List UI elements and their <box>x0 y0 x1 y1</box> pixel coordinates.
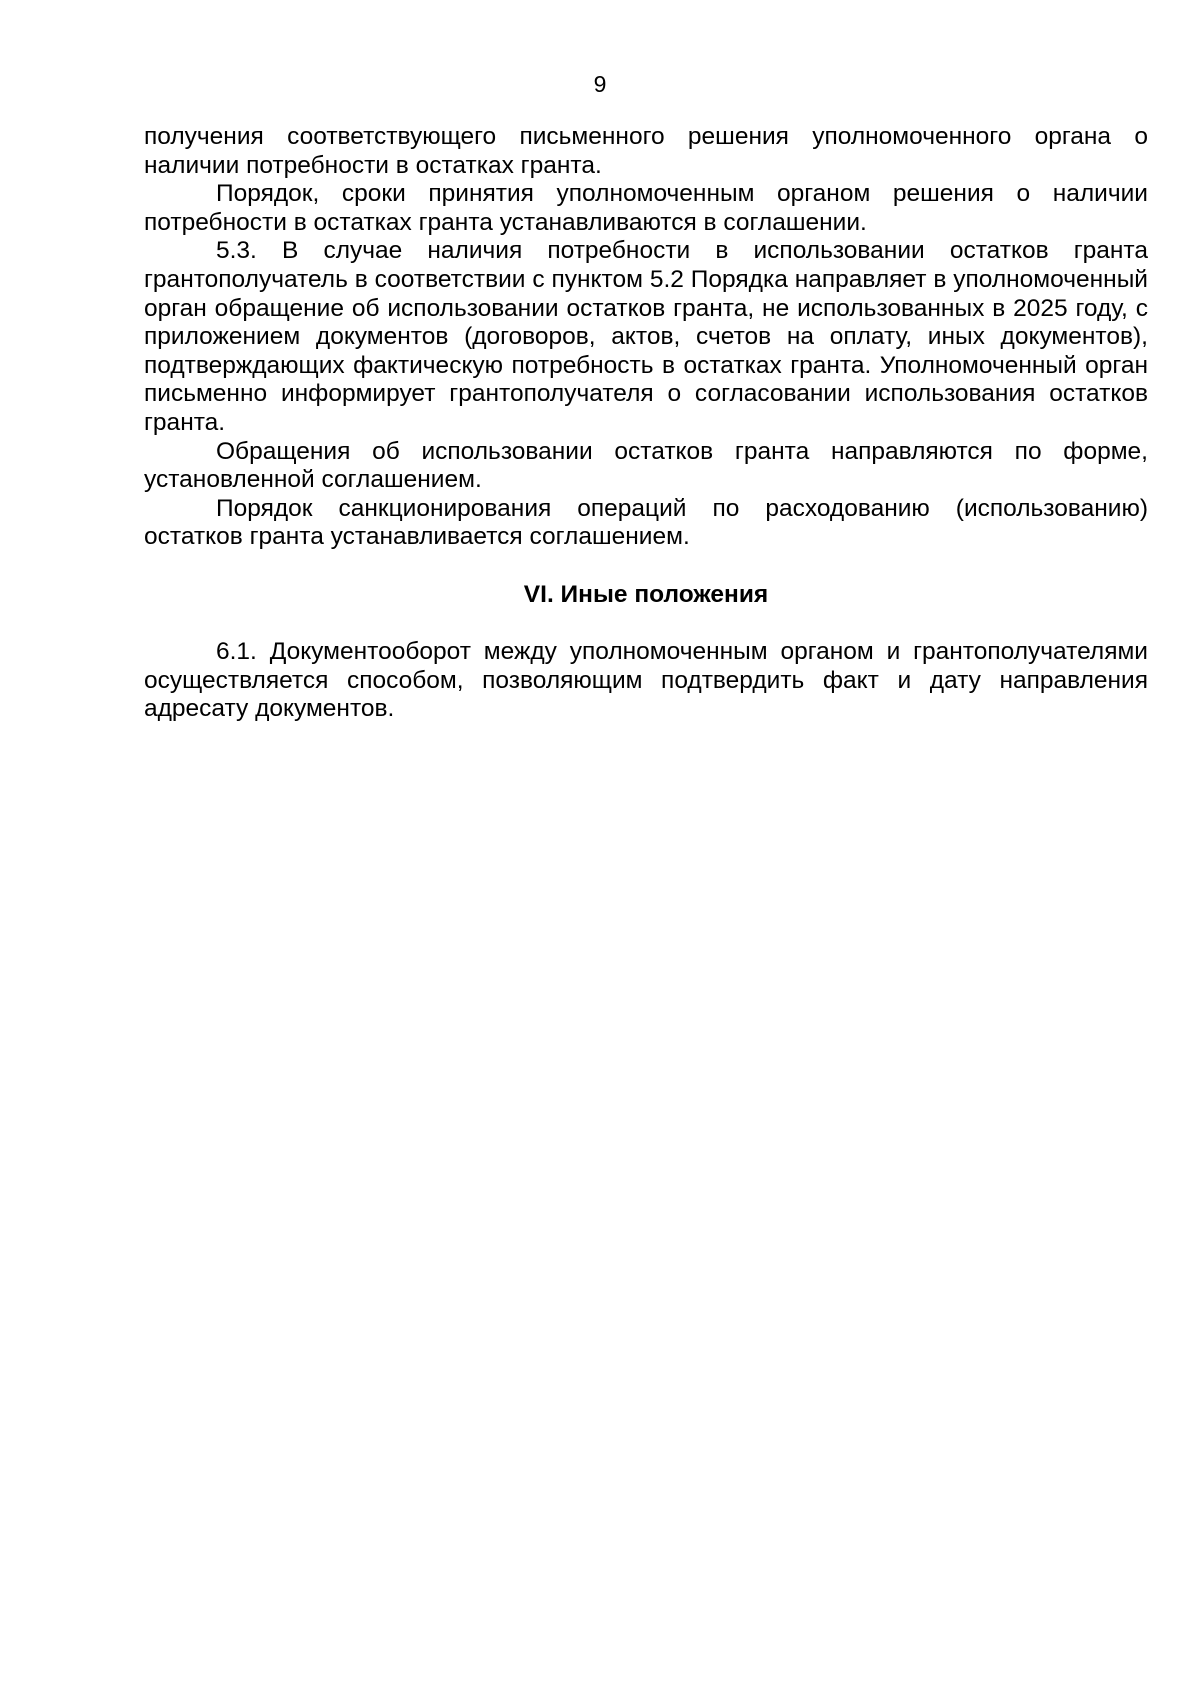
paragraph-5-3: 5.3. В случае наличия потребности в использовании остатков гранта грантополучатель в соответствии с пунктом 5.2 Порядка направляет в уполномоченный орган обращение об использовании остатков гранта, не использованных в 2025 году, с приложением документов (договоров, актов, счетов на оплату, иных документов), подтверждающих фактическую потребность в остатках гранта. Уполномоченный орган письменно информирует грантополучателя о согласовании использования остатков гранта. <box>144 237 1148 436</box>
paragraph-sanctioning: Порядок санкционирования операций по расходованию (использованию) остатков гранта устанавливается соглашением. <box>144 494 1148 551</box>
paragraph-continuation: получения соответствующего письменного решения уполномоченного органа о наличии потребности в остатках гранта. <box>144 123 1148 179</box>
paragraph-decision-procedure: Порядок, сроки принятия уполномоченным органом решения о наличии потребности в остатках гранта устанавливаются в соглашении. <box>144 180 1148 236</box>
document-body <box>144 123 1148 724</box>
paragraph-6-1: 6.1. Документооборот между уполномоченным органом и грантополучателями осуществляется способом, позволяющим подтвердить факт и дату направления адресату документов. <box>144 637 1148 723</box>
page-number: 9 <box>593 71 607 97</box>
paragraph-appeal-form: Обращения об использовании остатков гранта направляются по форме, установленной соглашением. <box>144 437 1148 494</box>
section-heading: VI. Иные положения <box>523 580 769 608</box>
